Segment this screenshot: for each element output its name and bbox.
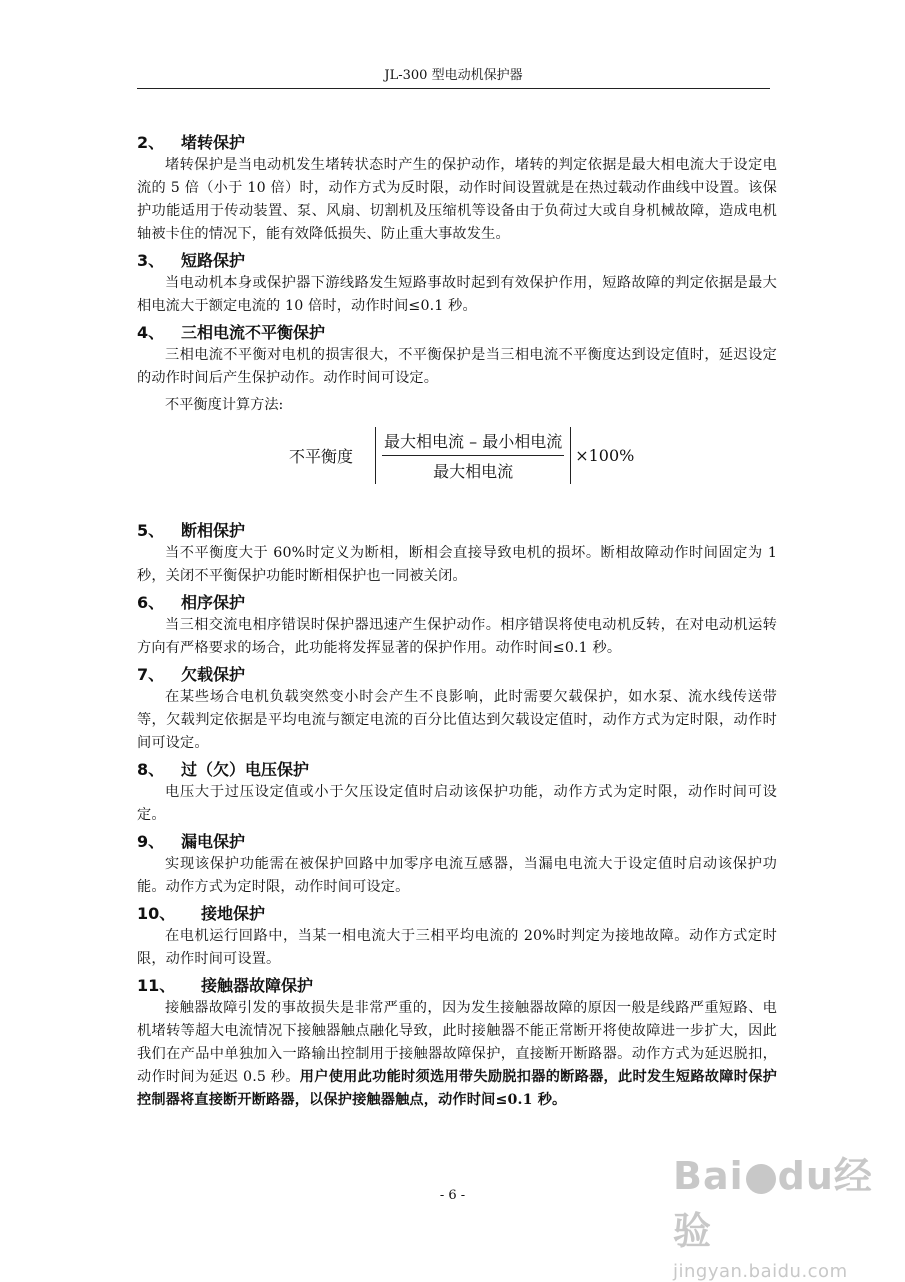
section-ground-fault bbox=[137, 903, 777, 971]
section-heading bbox=[137, 831, 777, 853]
section-paragraph: 当不平衡度大于 60%时定义为断相，断相会直接导致电机的损坏。断相故障动作时间固定为 1 秒，关闭不平衡保护功能时断相保护也一同被关闭。 bbox=[137, 545, 777, 584]
section-contactor-fault bbox=[137, 975, 777, 1112]
paw-icon bbox=[746, 1164, 776, 1194]
section-heading bbox=[137, 664, 777, 686]
section-number: 7、 bbox=[137, 665, 165, 684]
watermark-logo-left: Bai bbox=[673, 1154, 744, 1198]
section-heading bbox=[137, 520, 777, 542]
section-heading bbox=[137, 322, 777, 344]
formula-intro: 不平衡度计算方法: bbox=[165, 397, 284, 413]
formula-numerator: 最大相电流 – 最小相电流 bbox=[382, 429, 564, 456]
section-paragraph: 当电动机本身或保护器下游线路发生短路事故时起到有效保护作用，短路故障的判定依据是最大相电流大于额定电流的 10 倍时，动作时间≤0.1 秒。 bbox=[137, 275, 777, 314]
watermark-logo-cn: 经验 bbox=[673, 1154, 873, 1253]
section-number: 2、 bbox=[137, 133, 165, 152]
page-header: JL-300 型电动机保护器 bbox=[137, 64, 770, 89]
section-underload bbox=[137, 664, 777, 755]
section-title: 相序保护 bbox=[181, 593, 246, 612]
section-paragraph: 当三相交流电相序错误时保护器迅速产生保护动作。相序错误将使电动机反转，在对电动机运转方向有严格要求的场合，此功能将发挥显著的保护作用。动作时间≤0.1 秒。 bbox=[137, 617, 777, 656]
formula-multiplier: ×100% bbox=[575, 446, 635, 465]
section-paragraph: 堵转保护是当电动机发生堵转状态时产生的保护动作，堵转的判定依据是最大相电流大于设定电流的 5 倍（小于 10 倍）时，动作方式为反时限，动作时间设置就是在热过载动作曲线中设置。该保护功能适用于传动装置、泵、风扇、切割机及压缩机等设备由于负荷过大或自身机械故障，造成电机轴被卡住的情况下，能有效降低损失、防止重大事故发生。 bbox=[137, 157, 777, 242]
section-heading bbox=[137, 759, 777, 781]
section-paragraph: 实现该保护功能需在被保护回路中加零序电流互感器，当漏电电流大于设定值时启动该保护功能。动作方式为定时限，动作时间可设定。 bbox=[137, 856, 777, 895]
section-paragraph bbox=[137, 997, 777, 1112]
section-imbalance bbox=[137, 322, 777, 484]
section-number: 3、 bbox=[137, 251, 165, 270]
section-title: 堵转保护 bbox=[181, 133, 246, 152]
section-title: 过（欠）电压保护 bbox=[181, 760, 310, 779]
section-title: 欠载保护 bbox=[181, 665, 246, 684]
section-number: 10、 bbox=[137, 904, 176, 923]
section-number: 6、 bbox=[137, 593, 165, 612]
section-heading bbox=[137, 132, 777, 154]
section-number: 5、 bbox=[137, 521, 165, 540]
section-title: 接地保护 bbox=[201, 904, 266, 923]
section-phase-loss bbox=[137, 520, 777, 588]
section-number: 4、 bbox=[137, 323, 165, 342]
section-phase-sequence bbox=[137, 592, 777, 660]
section-heading bbox=[137, 592, 777, 614]
paragraph-bold-note: 用户使用此功能时须选用带失励脱扣器的断路器，此时发生短路故障时保护控制器将直接断开断路器，以保护接触器触点，动作时间≤0.1 秒。 bbox=[137, 1069, 778, 1108]
section-leakage bbox=[137, 831, 777, 899]
formula-denominator: 最大相电流 bbox=[433, 462, 514, 481]
section-title: 三相电流不平衡保护 bbox=[181, 323, 326, 342]
section-number: 11、 bbox=[137, 976, 176, 995]
section-heading bbox=[137, 903, 777, 925]
section-title: 短路保护 bbox=[181, 251, 246, 270]
section-paragraph: 电压大于过压设定值或小于欠压设定值时启动该保护功能，动作方式为定时限，动作时间可设定。 bbox=[137, 784, 777, 823]
baidu-jingyan-watermark bbox=[673, 1145, 883, 1282]
formula-abs-fraction bbox=[375, 427, 571, 484]
section-number: 9、 bbox=[137, 832, 165, 851]
formula-lhs: 不平衡度 bbox=[289, 447, 354, 466]
section-paragraph: 在电机运行回路中，当某一相电流大于三相平均电流的 20%时判定为接地故障。动作方式定时限，动作时间可设置。 bbox=[137, 928, 777, 967]
section-title: 断相保护 bbox=[181, 521, 246, 540]
paragraph-text: 接触器故障引发的事故损失是非常严重的，因为发生接触器故障的原因一般是线路严重短路、电机堵转等超大电流情况下接触器触点融化导致，此时接触器不能正常断开将使故障进一步扩大，因此我们在产品中单独加入一路输出控制用于接触器故障保护，直接断开断路器。动作方式为延迟脱扣，动作时间为延迟 0.5 秒。 bbox=[137, 1000, 777, 1085]
section-paragraph: 三相电流不平衡对电机的损害很大，不平衡保护是当三相电流不平衡度达到设定值时，延迟设定的动作时间后产生保护动作。动作时间可设定。 bbox=[137, 347, 777, 386]
section-voltage bbox=[137, 759, 777, 827]
section-paragraph: 在某些场合电机负载突然变小时会产生不良影响，此时需要欠载保护，如水泵、流水线传送带等，欠载判定依据是平均电流与额定电流的百分比值达到欠载设定值时，动作方式为定时限，动作时间可设定。 bbox=[137, 689, 777, 751]
section-title: 漏电保护 bbox=[181, 832, 246, 851]
document-body bbox=[137, 132, 777, 1116]
section-heading bbox=[137, 975, 777, 997]
section-heading bbox=[137, 250, 777, 272]
watermark-url: jingyan.baidu.com bbox=[673, 1261, 848, 1282]
watermark-logo bbox=[673, 1145, 883, 1255]
section-stall-protection bbox=[137, 132, 777, 246]
section-short-circuit bbox=[137, 250, 777, 318]
page-number: - 6 - bbox=[439, 1188, 466, 1203]
imbalance-formula bbox=[289, 427, 777, 484]
section-title: 接触器故障保护 bbox=[201, 976, 314, 995]
watermark-logo-right: du bbox=[777, 1154, 834, 1198]
section-number: 8、 bbox=[137, 760, 165, 779]
